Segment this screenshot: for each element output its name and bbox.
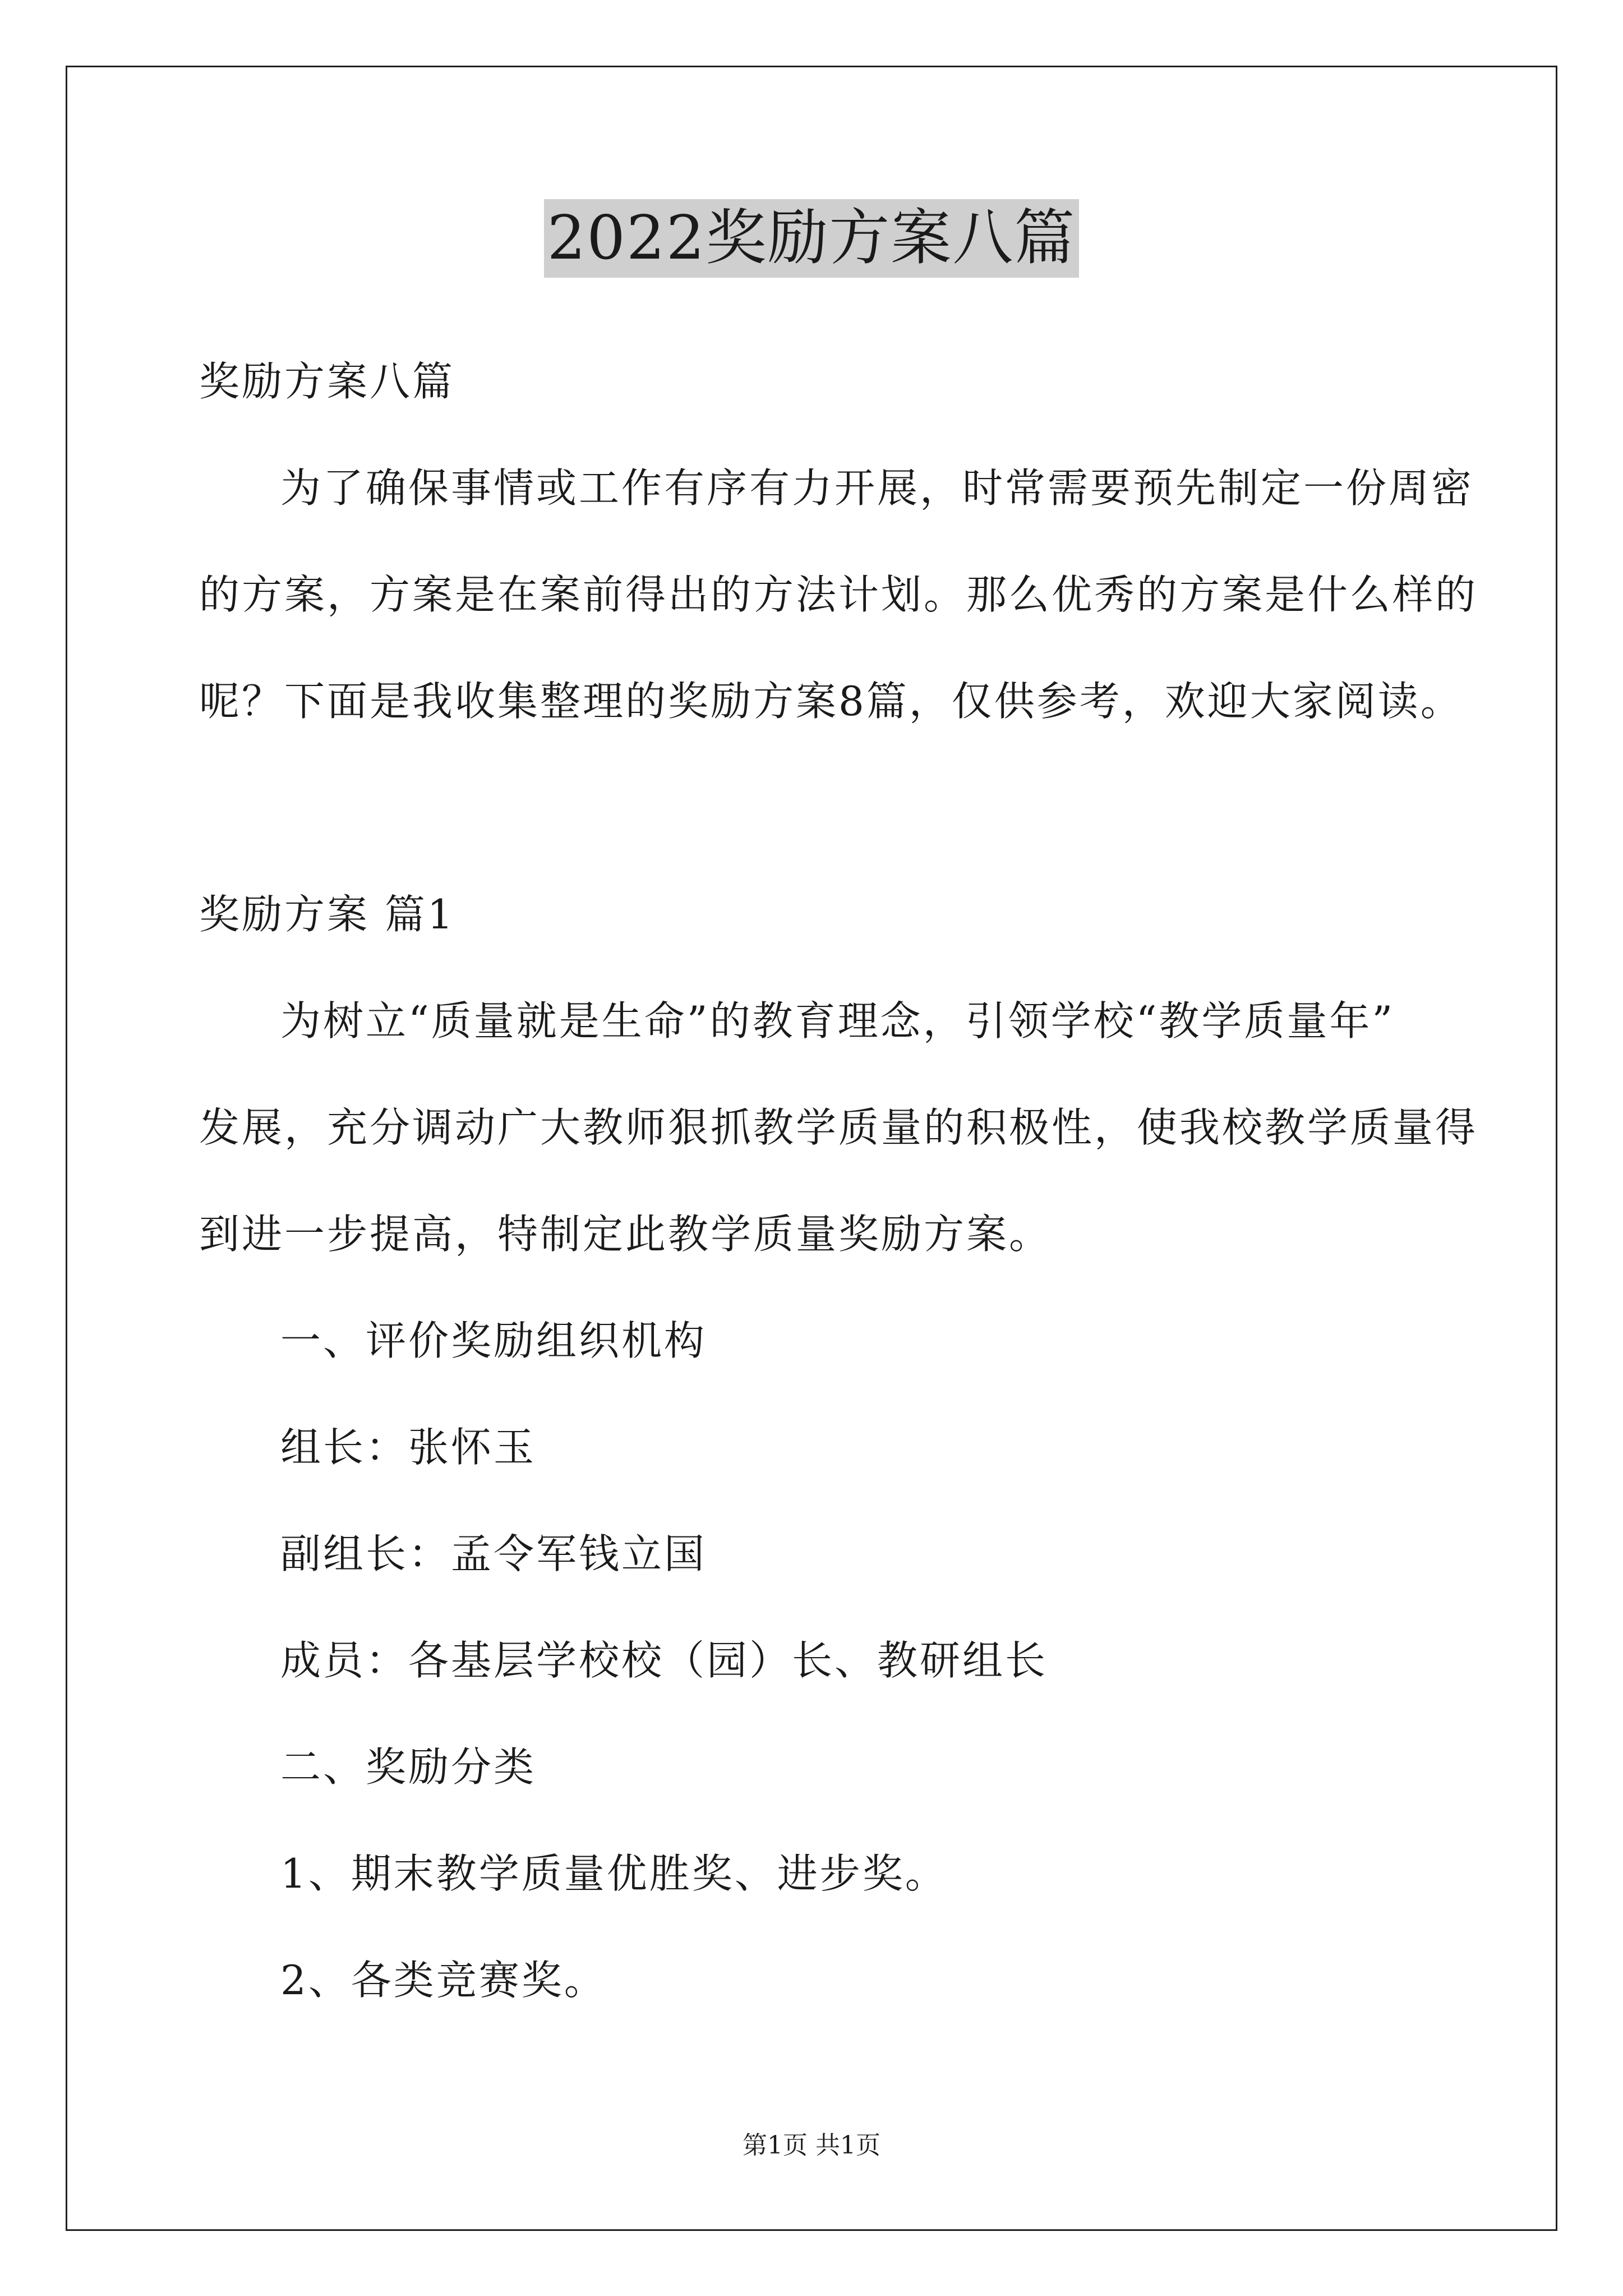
title-wrap [0, 199, 1623, 278]
item-leader: 组长：张怀玉 [280, 1424, 537, 1471]
section-para-line-3: 到进一步提高，特制定此教学质量奖励方案。 [199, 1211, 1052, 1258]
document-subtitle: 奖励方案八篇 [199, 358, 455, 405]
page-footer: 第1页 共1页 [743, 2131, 880, 2160]
item-award-category-heading: 二、奖励分类 [280, 1743, 537, 1791]
section-para-line-1: 为树立“质量就是生命”的教育理念，引领学校“教学质量年” [280, 997, 1395, 1045]
document-title: 2022奖励方案八篇 [544, 199, 1080, 278]
item-members: 成员：各基层学校校（园）长、教研组长 [280, 1637, 1048, 1684]
item-award-2: 2、各类竞赛奖。 [280, 1957, 607, 2004]
section-heading: 奖励方案 篇1 [199, 891, 455, 938]
item-vice-leader: 副组长：孟令军钱立国 [280, 1530, 707, 1577]
intro-line-3: 呢？下面是我收集整理的奖励方案8篇，仅供参考，欢迎大家阅读。 [199, 678, 1463, 725]
item-award-1: 1、期末教学质量优胜奖、进步奖。 [280, 1850, 948, 1897]
intro-line-2: 的方案，方案是在案前得出的方法计划。那么优秀的方案是什么样的 [199, 571, 1478, 618]
intro-line-1: 为了确保事情或工作有序有力开展，时常需要预先制定一份周密 [280, 464, 1474, 512]
item-org-heading: 一、评价奖励组织机构 [280, 1317, 707, 1364]
section-para-line-2: 发展，充分调动广大教师狠抓教学质量的积极性，使我校教学质量得 [199, 1104, 1478, 1151]
